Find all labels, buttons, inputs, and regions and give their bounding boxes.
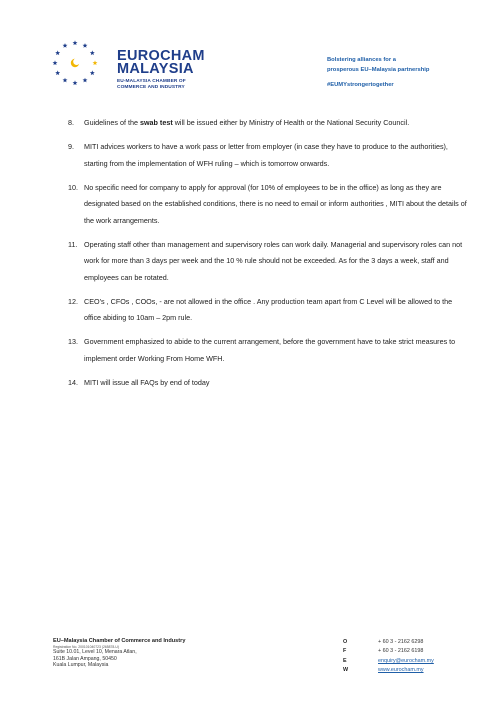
footer-contacts [343,638,434,676]
list-item [68,294,468,327]
footer-address-line2: 161B Jalan Ampang, 50450 [53,655,117,662]
list-item-number: 12. [68,296,78,306]
contact-key: O [343,639,348,645]
list-item-number: 14. [68,377,78,387]
logo-star-icon [53,60,58,65]
list-item [68,375,468,392]
list-item-text: CEO’s , CFOs , COOs, - are not allowed in the office . Any production team apart from C Level will be allowed to the office abiding to 10am – 2pm rule. [84,296,453,322]
list-item [68,115,468,132]
contact-office-phone: + 60 3 - 2162 6298 [378,639,424,645]
logo-star-icon [63,78,68,83]
logo-star-icon [90,50,95,55]
list-item [68,334,468,367]
list-item-text: Operating staff other than management and supervisory roles can work daily. Managerial and supervisory roles can not work for more than 3 days per week and the 10 % rule should not be exceeded. As for the 3 days a week, staff and employees can be rotated. [84,239,463,282]
footer-contact-email [343,657,434,666]
logo-star-icon [83,43,88,48]
footer-address-block [53,638,185,669]
contact-fax: + 60 3 - 2162 6198 [378,648,424,655]
logo-star-icon [73,80,78,85]
logo-name [117,50,205,76]
logo-star-icon [55,70,60,75]
footer-contact-fax [343,647,434,656]
logo-subtitle-line2: COMMERCE AND INDUSTRY [117,84,185,90]
logo-name-line1: EUROCHAM [117,48,205,64]
footer-contact-office [343,638,434,647]
logo-star-icon [63,43,68,48]
website-link[interactable]: www.eurocham.my [378,667,424,674]
footer-contact-web [343,666,434,675]
footer-address-line3: Kuala Lumpur, Malaysia [53,662,109,669]
list-item-text: No specific need for company to apply for approval (for 10% of employees to be in the office) as long as they are designated based on the established conditions, there is no need to email or inform authorities , MITI about the details of the work arrangements. [84,182,467,225]
logo-star-icon [73,40,78,45]
list-item-number: 10. [68,182,78,192]
list-item-text: MITI advices workers to have a work pass or letter from employer (in case they have to produce to the authorities), starting from the implementation of WFH ruling – which is tomorrow onwards. [84,142,448,168]
logo-subtitle-line1: EU-MALAYSIA CHAMBER OF [117,79,186,84]
footer-address-line1: Suite 10.01, Level 10, Menara Atlan, [53,648,137,655]
logo-star-icon [90,70,95,75]
letterhead [0,0,500,110]
email-link[interactable]: enquiry@eurocham.my [378,657,434,664]
footer-org-name: EU–Malaysia Chamber of Commerce and Industry [53,638,186,644]
eurocham-stars-logo-icon [50,38,100,88]
logo-star-icon [55,50,60,55]
list-item-bold-text: swab test [139,118,173,127]
letter-footer [0,630,500,707]
list-item [68,180,468,230]
contact-key: E [343,657,347,664]
list-item-text: Government emphasized to abide to the current arrangement, before the government have to take strict measures to implement order Working From Home WFH. [84,337,456,363]
list-item-text: MITI will issue all FAQs by end of today [84,377,210,387]
contact-key: W [343,667,349,674]
contact-key: F [343,648,347,655]
list-item-text-post: will be issued either by Ministry of Health or the National Security Council. [172,118,410,127]
footer-registration-number: Registration No. 200101040723 (265878-U) [53,644,119,649]
list-item-number: 13. [68,337,78,346]
list-item-number: 9. [68,142,74,151]
logo-star-icon [83,78,88,83]
tagline-line2: prosperous EU–Malaysia partnership [327,67,430,73]
logo-subtitle [117,79,186,90]
list-item [68,237,468,287]
tagline [327,55,429,90]
list-item-text-pre: Guidelines of the [84,118,140,127]
list-item-number: 8. [68,118,74,127]
logo-name-line2: MALAYSIA [117,61,194,77]
list-item-number: 11. [68,239,78,249]
logo-star-icon [93,60,98,65]
numbered-list [68,115,468,399]
hashtag: #EUMYstrongertogether [327,82,394,88]
list-item [68,139,468,172]
tagline-line1: Bolstering alliances for a [327,57,396,63]
